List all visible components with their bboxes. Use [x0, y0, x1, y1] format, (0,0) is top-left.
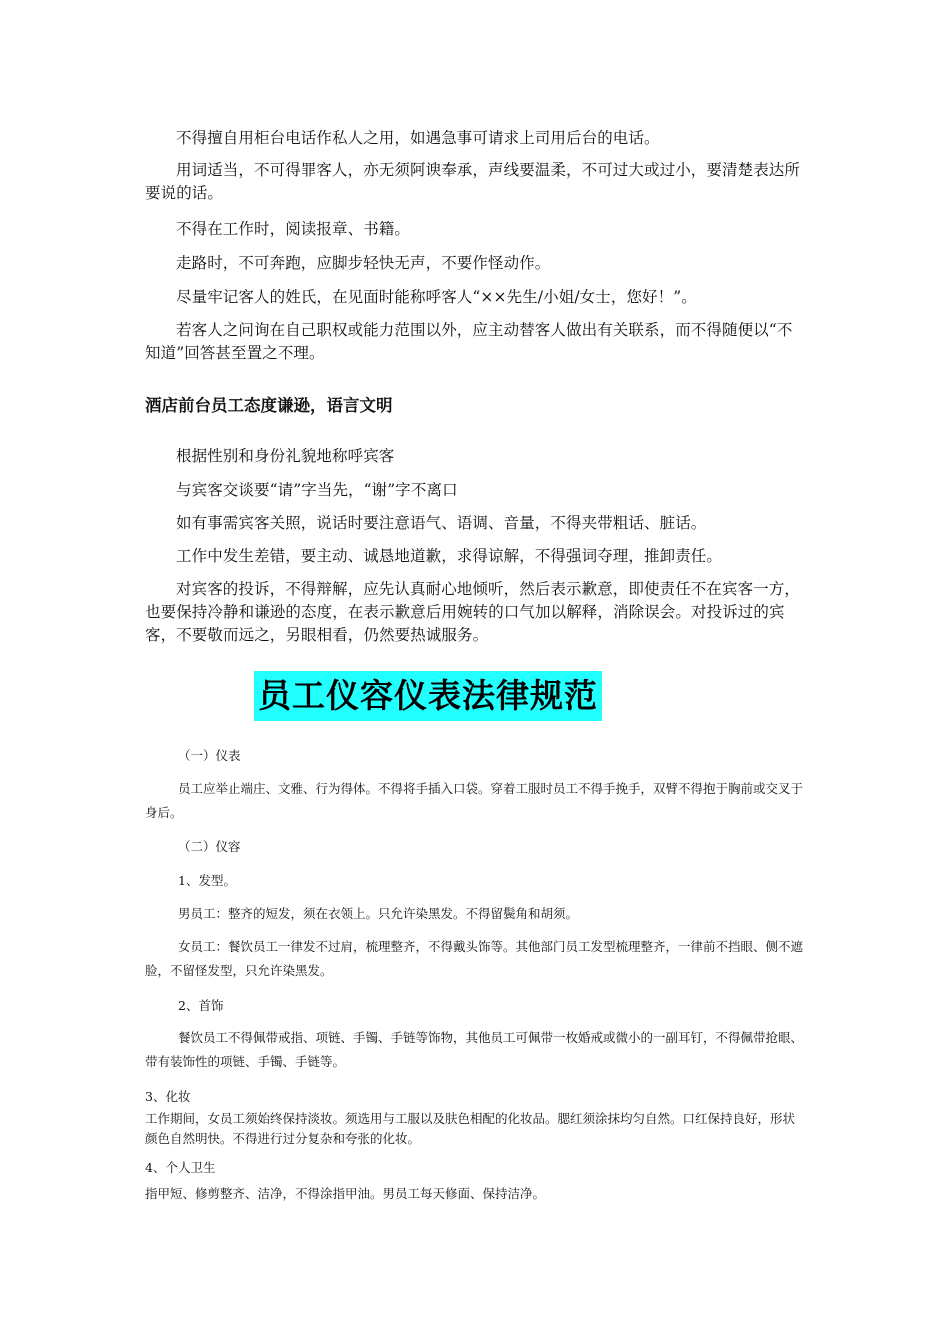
- document-title-container: [254, 671, 602, 721]
- paragraph: 男员工：整齐的短发，须在衣领上。只允许染黑发。不得留鬓角和胡须。: [178, 906, 579, 921]
- paragraph: 用词适当，不可得罪客人，亦无须阿谀奉承，声线要温柔，不可过大或过小，要清楚表达所要说的话。: [145, 161, 801, 202]
- paragraph: 走路时，不可奔跑，应脚步轻快无声，不要作怪动作。: [176, 254, 551, 272]
- item-label: 4、个人卫生: [145, 1160, 216, 1175]
- subsection-label: （一）仪表: [178, 748, 241, 763]
- paragraph: 根据性别和身份礼貌地称呼宾客: [176, 447, 395, 465]
- paragraph: 女员工：餐饮员工一律发不过肩，梳理整齐，不得戴头饰等。其他部门员工发型梳理整齐，一律前不挡眼、侧不遮脸，不留怪发型，只允许染黑发。: [145, 939, 804, 978]
- item-label: 1、发型。: [178, 873, 236, 888]
- paragraph: 与宾客交谈要“请”字当先，“谢”字不离口: [176, 481, 458, 499]
- paragraph: 指甲短、修剪整齐、洁净，不得涂指甲油。男员工每天修面、保持洁净。: [145, 1186, 546, 1201]
- paragraph: 餐饮员工不得佩带戒指、项链、手镯、手链等饰物，其他员工可佩带一枚婚戒或微小的一副耳钉，不得佩带抢眼、带有装饰性的项链、手镯、手链等。: [145, 1030, 804, 1069]
- paragraph: 若客人之问询在自己职权或能力范围以外，应主动替客人做出有关联系，而不得随便以“不知道”回答甚至置之不理。: [145, 321, 793, 362]
- paragraph: 不得在工作时，阅读报章、书籍。: [176, 220, 411, 238]
- paragraph: 对宾客的投诉，不得辩解，应先认真耐心地倾听，然后表示歉意，即使责任不在宾客一方，也要保持冷静和谦逊的态度，在表示歉意后用婉转的口气加以解释，消除误会。对投诉过的宾客，不要敬而远之，另眼相看，仍然要热诚服务。: [145, 580, 801, 644]
- item-label: 2、首饰: [178, 998, 224, 1013]
- paragraph: 工作中发生差错，要主动、诚恳地道歉，求得谅解，不得强词夺理，推卸责任。: [176, 547, 723, 565]
- paragraph: 工作期间，女员工须始终保持淡妆。须选用与工服以及肤色相配的化妆品。腮红须涂抹均匀自然。口红保持良好，形状颜色自然明快。不得进行过分复杂和夸张的化妆。: [145, 1111, 796, 1146]
- item-label: 3、化妆: [145, 1089, 191, 1104]
- section-heading: 酒店前台员工态度谦逊，语言文明: [145, 396, 393, 415]
- paragraph: 尽量牢记客人的姓氏，在见面时能称呼客人“××先生/小姐/女士，您好！”。: [176, 288, 697, 306]
- paragraph: 不得擅自用柜台电话作私人之用，如遇急事可请求上司用后台的电话。: [176, 129, 660, 147]
- paragraph: 员工应举止端庄、文雅、行为得体。不得将手插入口袋。穿着工服时员工不得手挽手，双臂不得抱于胸前或交叉于身后。: [145, 781, 804, 820]
- document-title: 员工仪容仪表法律规范: [254, 671, 602, 721]
- subsection-label: （二）仪容: [178, 839, 241, 854]
- paragraph: 如有事需宾客关照，说话时要注意语气、语调、音量，不得夹带粗话、脏话。: [176, 514, 707, 532]
